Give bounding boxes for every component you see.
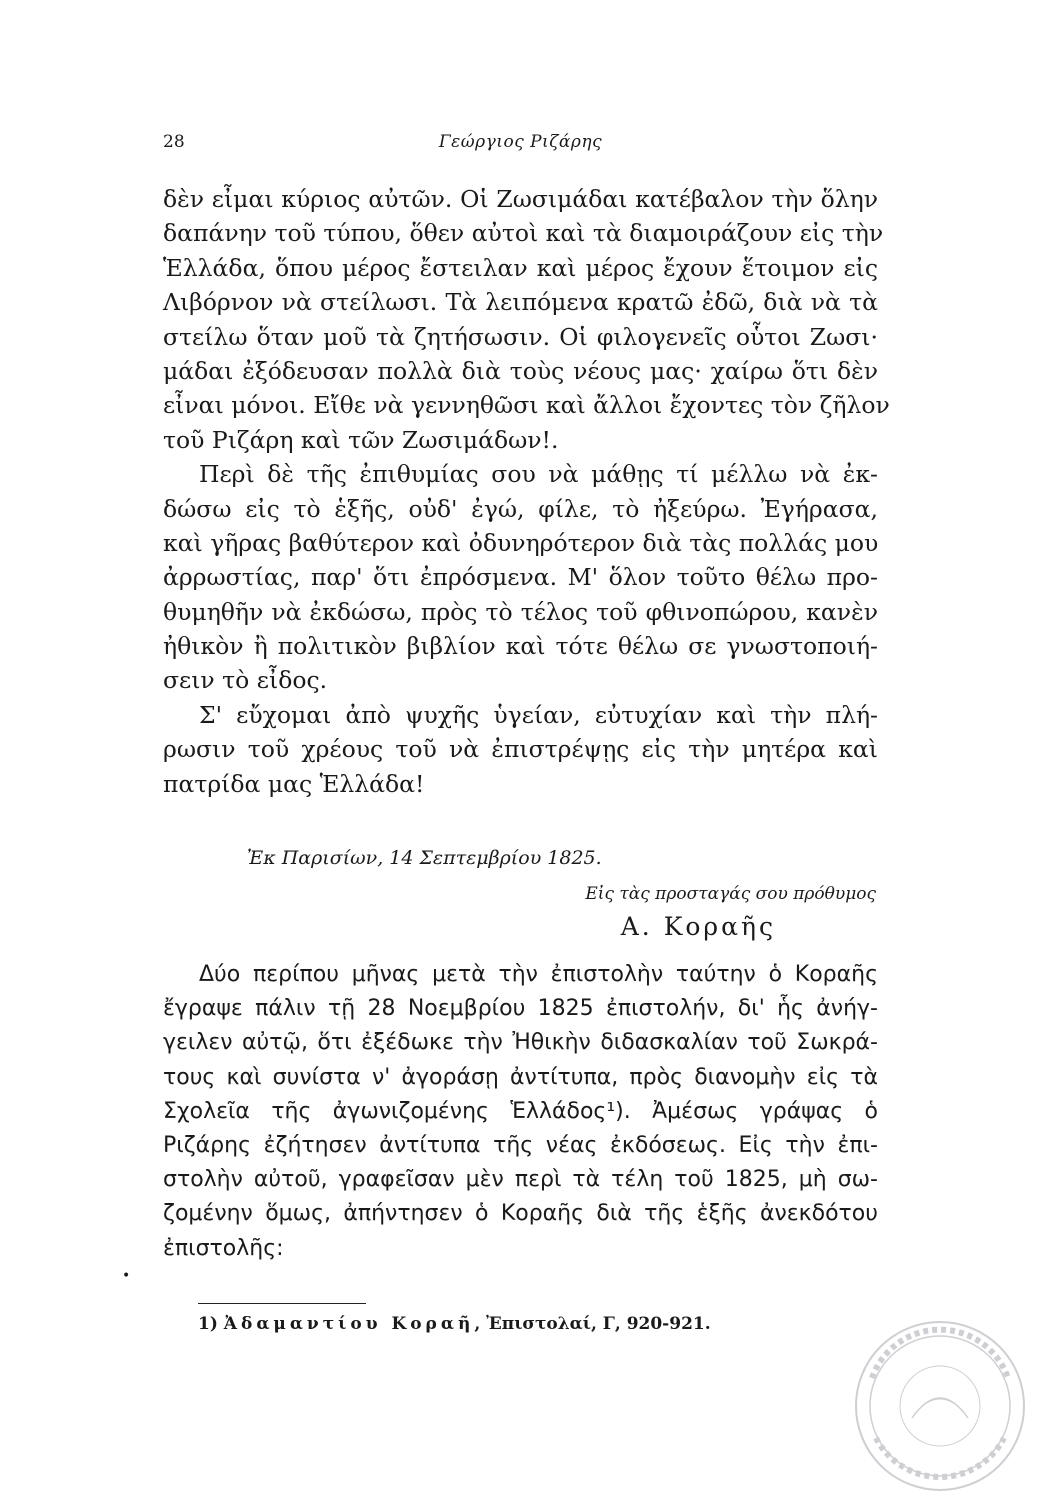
library-seal-icon xyxy=(852,1318,1028,1494)
letter-signature: Α. Κοραῆς xyxy=(620,912,776,941)
text-line: δὲν εἶμαι κύριος αὐτῶν. Οἱ Ζωσιμάδαι κατέβαλον τὴν ὅλην xyxy=(163,185,878,213)
text-line: Σχολεῖα τῆς ἀγωνιζομένης Ἑλλάδος¹). Ἀμέσως γράψας ὁ xyxy=(163,1098,878,1124)
text-line: ἔγραψε πάλιν τῇ 28 Νοεμβρίου 1825 ἐπιστολήν, δι' ἧς ἀνήγ- xyxy=(163,996,878,1022)
footnote-divider xyxy=(198,1303,366,1304)
page-number: 28 xyxy=(163,132,185,152)
letter-closing: Εἰς τὰς προσταγάς σου πρόθυμος xyxy=(585,884,876,904)
text-line: στολὴν αὐτοῦ, γραφεῖσαν μὲν περὶ τὰ τέλη τοῦ 1825, μὴ σω- xyxy=(163,1167,878,1193)
text-line: Λιβόρνον νὰ στείλωσι. Τὰ λειπόμενα κρατῶ ἐδῶ, διὰ νὰ τὰ xyxy=(163,288,878,317)
text-line: πατρίδα μας Ἑλλάδα! xyxy=(163,769,425,798)
text-line: μάδαι ἐξόδευσαν πολλὰ διὰ τοὺς νέους μας· χαίρω ὅτι δὲν xyxy=(163,356,878,385)
text-line: Ἑλλάδα, ὅπου μέρος ἔστειλαν καὶ μέρος ἔχουν ἕτοιμον εἰς xyxy=(163,253,878,282)
text-line: σειν τὸ εἶδος. xyxy=(163,666,328,695)
text-line: καὶ γῆρας βαθύτερον καὶ ὀδυνηρότερον διὰ τὰς πολλάς μου xyxy=(163,528,879,557)
text-line: γειλεν αὐτῷ, ὅτι ἐξέδωκε τὴν Ἠθικὴν διδασκαλίαν τοῦ Σωκρά- xyxy=(163,1030,878,1056)
text-line: εἶναι μόνοι. Εἴθε νὰ γεννηθῶσι καὶ ἄλλοι ἔχοντες τὸν ζῆλον xyxy=(163,391,890,420)
text-line: τοῦ Ριζάρη καὶ τῶν Ζωσιμάδων!. xyxy=(163,425,559,454)
text-line: ἐπιστολῆς: xyxy=(163,1235,284,1261)
text-line: στείλω ὅταν μοῦ τὰ ζητήσωσιν. Οἱ φιλογενεῖς οὗτοι Ζωσι· xyxy=(163,322,878,351)
narrative-body xyxy=(163,958,878,1266)
page-header xyxy=(163,132,878,160)
margin-dot: • xyxy=(122,1268,131,1284)
text-line: ζομένην ὅμως, ἀπήντησεν ὁ Κοραῆς διὰ τῆς ἑξῆς ἀνεκδότου xyxy=(163,1201,878,1227)
text-line: θυμηθῆν νὰ ἐκδώσω, πρὸς τὸ τέλος τοῦ φθινοπώρου, κανὲν xyxy=(163,597,878,626)
footnote-citation: , Ἐπιστολαί, Γ, 920-921. xyxy=(474,1314,711,1334)
letter-dateline: Ἐκ Παρισίων, 14 Σεπτεμβρίου 1825. xyxy=(247,847,602,869)
text-line: τους καὶ συνίστα ν' ἀγοράσῃ ἀντίτυπα, πρὸς διανομὴν εἰς τὰ xyxy=(163,1064,878,1090)
text-line: δώσω εἰς τὸ ἑξῆς, οὐδ' ἐγώ, φίλε, τὸ ἠξεύρω. Ἐγήρασα, xyxy=(163,494,878,523)
text-line: ἠθικὸν ἢ πολιτικὸν βιβλίον καὶ τότε θέλω σε γνωστοποιή- xyxy=(163,632,878,661)
text-line: ρωσιν τοῦ χρέους τοῦ νὰ ἐπιστρέψῃς εἰς τὴν μητέρα καὶ xyxy=(163,735,878,764)
footnote-author: Ἀδαμαντίου Κοραῆ xyxy=(223,1314,475,1334)
footnote xyxy=(198,1314,711,1334)
text-line: ἀρρωστίας, παρ' ὅτι ἐπρόσμενα. Μ' ὅλον τοῦτο θέλω προ- xyxy=(163,563,878,592)
letter-body xyxy=(163,182,890,801)
text-line: δαπάνην τοῦ τύπου, ὅθεν αὐτοὶ καὶ τὰ διαμοιράζουν εἰς τὴν xyxy=(163,219,884,248)
footnote-marker: 1) xyxy=(198,1314,218,1334)
text-line: Δύο περίπου μῆνας μετὰ τὴν ἐπιστολὴν ταύτην ὁ Κοραῆς xyxy=(199,962,878,987)
text-line: Περὶ δὲ τῆς ἐπιθυμίας σου νὰ μάθῃς τί μέλλω νὰ ἐκ- xyxy=(199,460,878,489)
text-line: Σ' εὔχομαι ἀπὸ ψυχῆς ὑγείαν, εὐτυχίαν καὶ τὴν πλή- xyxy=(199,700,878,729)
text-line: Ριζάρης ἐζήτησεν ἀντίτυπα τῆς νέας ἐκδόσεως. Εἰς τὴν ἐπι- xyxy=(163,1132,878,1158)
running-title: Γεώργιος Ριζάρης xyxy=(438,132,603,152)
